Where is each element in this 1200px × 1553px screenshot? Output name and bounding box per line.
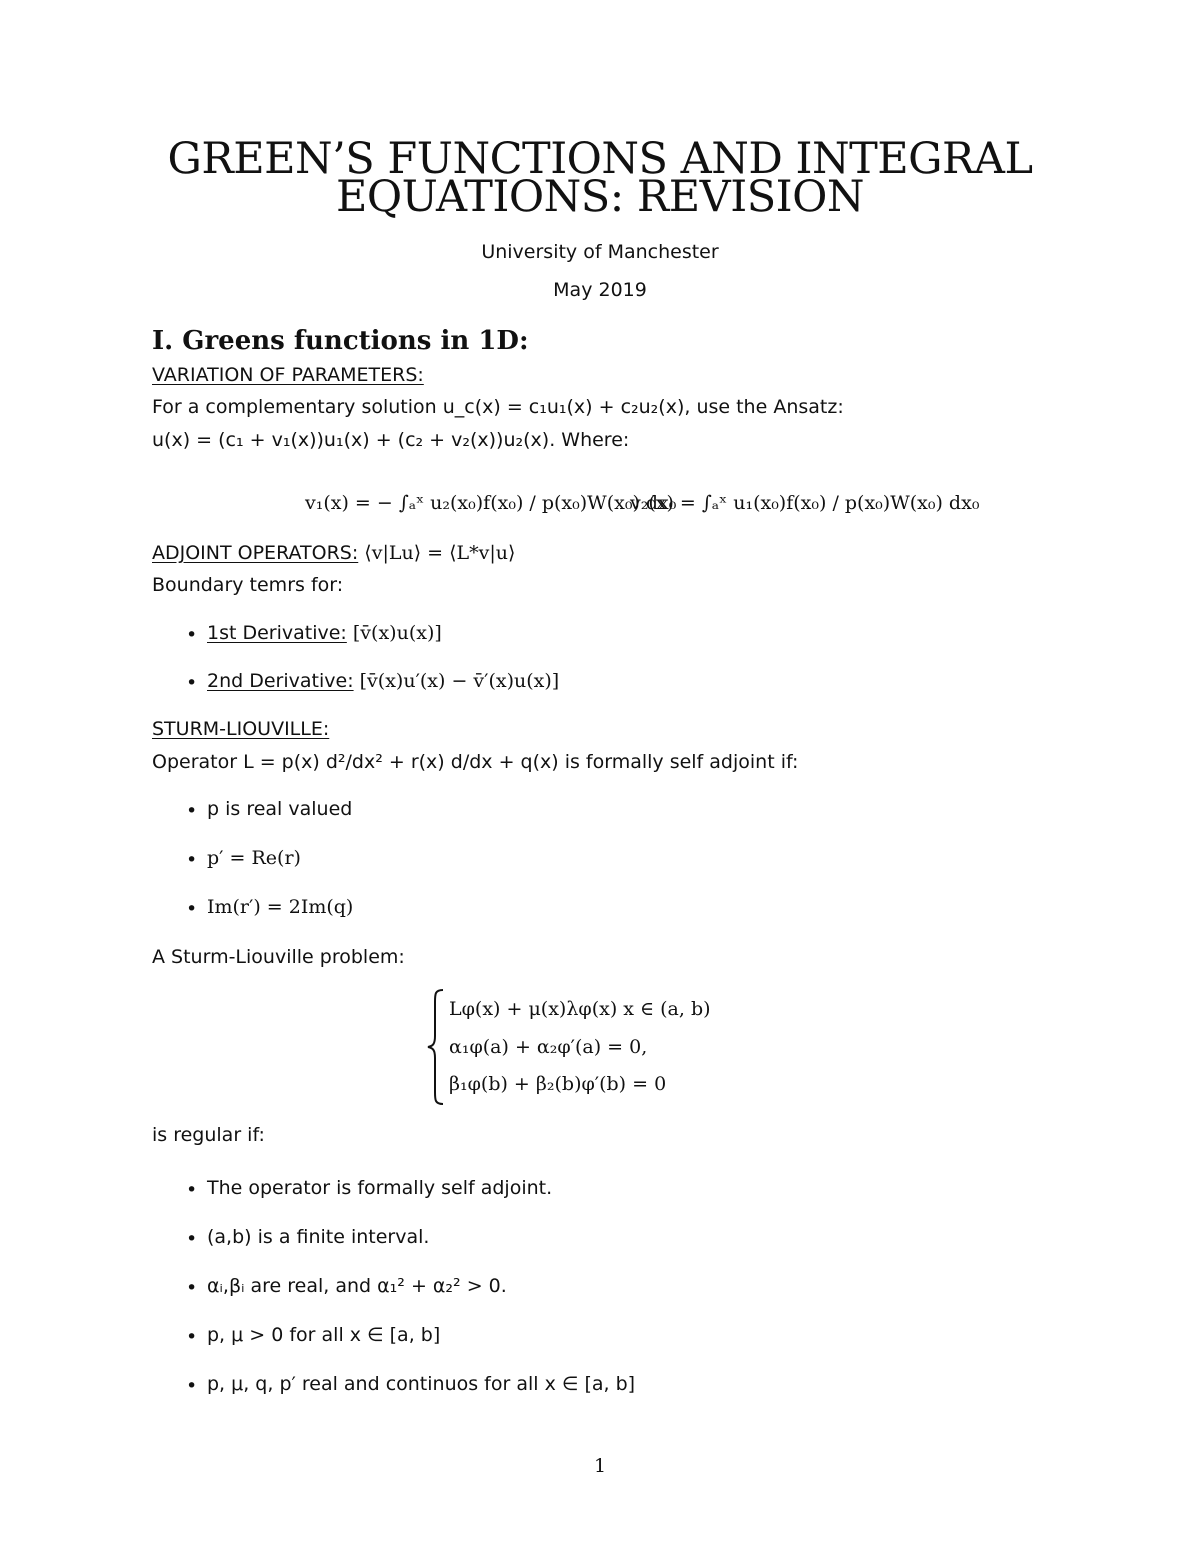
- operator-line: Operator L = p(x) d²/dx² + r(x) d/dx + q(x) is formally self adjoint if:: [152, 751, 799, 773]
- sturm-heading: STURM-LIOUVILLE:: [152, 718, 330, 740]
- bullet-icon: •: [186, 1375, 198, 1397]
- variation-line1: For a complementary solution u_c(x) = c₁u₁(x) + c₂u₂(x), use the Ansatz:: [152, 396, 844, 418]
- bullet-icon: •: [186, 624, 198, 646]
- equation-v2: v₂(x) = ∫ₐˣ u₁(x₀)f(x₀) / p(x₀)W(x₀) dx₀: [630, 492, 980, 514]
- system-row: Lφ(x) + μ(x)λφ(x) x ∈ (a, b): [449, 998, 711, 1020]
- boundary-term-label: 1st Derivative:: [207, 622, 347, 644]
- boundary-term-label: 2nd Derivative:: [207, 670, 354, 692]
- regular-condition: (a,b) is a finite interval.: [207, 1226, 430, 1248]
- list-item: [207, 670, 559, 692]
- regular-condition: The operator is formally self adjoint.: [207, 1177, 553, 1199]
- condition-item: Im(r′) = 2Im(q): [207, 896, 354, 918]
- problem-intro: A Sturm-Liouville problem:: [152, 946, 405, 968]
- regular-condition: p, μ, q, p′ real and continuos for all x ∈ [a, b]: [207, 1373, 636, 1395]
- system-row: α₁φ(a) + α₂φ′(a) = 0,: [449, 1036, 648, 1058]
- bullet-icon: •: [186, 898, 198, 920]
- boundary-term-expr: [v̄(x)u′(x) − v̄′(x)u(x)]: [359, 670, 560, 692]
- adjoint-relation: ⟨v|Lu⟩ = ⟨L*v|u⟩: [364, 542, 516, 564]
- page-number: 1: [593, 1455, 607, 1477]
- list-item: [207, 622, 442, 644]
- variation-heading: VARIATION OF PARAMETERS:: [152, 364, 424, 386]
- regular-condition: αᵢ,βᵢ are real, and α₁² + α₂² > 0.: [207, 1275, 507, 1297]
- regular-intro: is regular if:: [152, 1124, 265, 1146]
- document-title-line2: EQUATIONS: REVISION: [335, 172, 865, 222]
- adjoint-line: [152, 542, 515, 564]
- equation-v1: v₁(x) = − ∫ₐˣ u₂(x₀)f(x₀) / p(x₀)W(x₀) dx₀: [305, 492, 677, 514]
- document-title-line1: GREEN’S FUNCTIONS AND INTEGRAL: [167, 134, 1033, 184]
- bullet-icon: •: [186, 800, 198, 822]
- bullet-icon: •: [186, 1277, 198, 1299]
- bullet-icon: •: [186, 849, 198, 871]
- system-row: β₁φ(b) + β₂(b)φ′(b) = 0: [449, 1073, 667, 1095]
- variation-line2: u(x) = (c₁ + v₁(x))u₁(x) + (c₂ + v₂(x))u₂(x). Where:: [152, 429, 630, 451]
- condition-item: p′ = Re(r): [207, 847, 301, 869]
- bullet-icon: •: [186, 1179, 198, 1201]
- equation-system: [425, 988, 845, 1106]
- section-heading: I. Greens functions in 1D:: [152, 326, 529, 356]
- bullet-icon: •: [186, 1326, 198, 1348]
- institution: University of Manchester: [481, 241, 719, 263]
- regular-condition: p, μ > 0 for all x ∈ [a, b]: [207, 1324, 441, 1346]
- bullet-icon: •: [186, 1228, 198, 1250]
- document-date: May 2019: [553, 279, 647, 301]
- boundary-term-expr: [v̄(x)u(x)]: [352, 622, 442, 644]
- condition-item: p is real valued: [207, 798, 353, 820]
- bullet-icon: •: [186, 672, 198, 694]
- adjoint-heading: ADJOINT OPERATORS:: [152, 542, 359, 564]
- left-brace-icon: [425, 988, 447, 1106]
- boundary-intro: Boundary temrs for:: [152, 574, 344, 596]
